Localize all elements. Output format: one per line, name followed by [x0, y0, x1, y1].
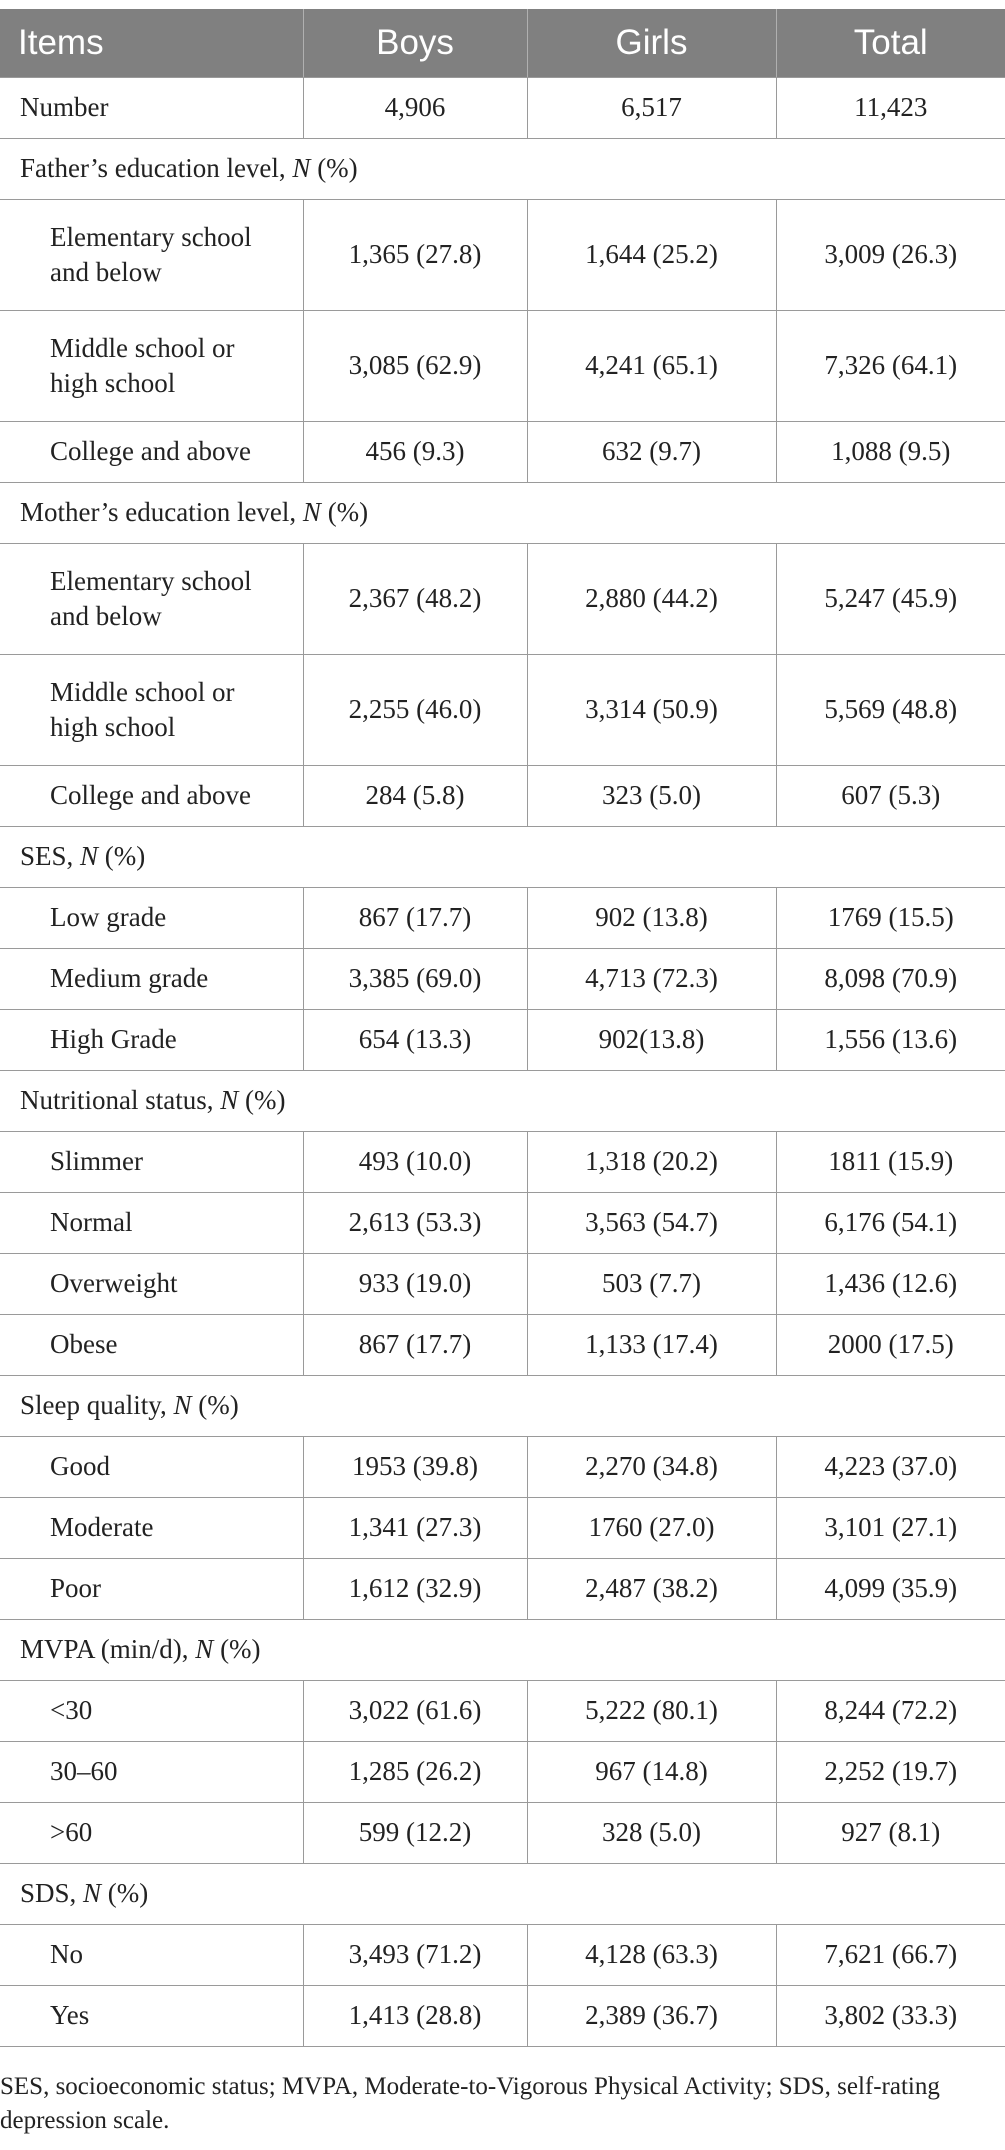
row-label-line1: <30 — [50, 1695, 93, 1726]
section-header-row — [0, 1376, 1005, 1437]
cell-total: 7,621 (66.7) — [776, 1925, 1005, 1986]
table-body — [0, 78, 1005, 2047]
table-row — [0, 1132, 1005, 1193]
table-row — [0, 1498, 1005, 1559]
table-row — [0, 888, 1005, 949]
number-row — [0, 78, 1005, 139]
cell-total: 4,099 (35.9) — [776, 1559, 1005, 1620]
cell-girls: 1,318 (20.2) — [527, 1132, 776, 1193]
cell-boys: 1,413 (28.8) — [303, 1986, 527, 2047]
cell-total: 8,244 (72.2) — [776, 1681, 1005, 1742]
row-label — [0, 766, 303, 827]
cell-girls: 1,133 (17.4) — [527, 1315, 776, 1376]
table-footnote: SES, socioeconomic status; MVPA, Moderate-to-Vigorous Physical Activity; SDS, self-rating depression scale. — [0, 2073, 940, 2134]
cell-boys: 599 (12.2) — [303, 1803, 527, 1864]
cell-total: 2000 (17.5) — [776, 1315, 1005, 1376]
section-title-n: N — [302, 497, 321, 528]
cell-total: 3,101 (27.1) — [776, 1498, 1005, 1559]
section-title-pct: (%) — [238, 1085, 286, 1116]
cell-boys: 2,613 (53.3) — [303, 1193, 527, 1254]
row-label-line1: Low grade — [50, 902, 167, 933]
cell-total: 7,326 (64.1) — [776, 311, 1005, 422]
table-row — [0, 1254, 1005, 1315]
row-label — [0, 1010, 303, 1071]
row-label-line1: Middle school or — [50, 676, 235, 707]
section-title-n: N — [173, 1390, 192, 1421]
table-row — [0, 1925, 1005, 1986]
row-label — [0, 1132, 303, 1193]
table-header — [0, 9, 1005, 78]
row-label — [0, 655, 303, 766]
section-title-pct: (%) — [310, 153, 358, 184]
row-label — [0, 1559, 303, 1620]
table-row — [0, 200, 1005, 311]
section-title-n: N — [83, 1878, 102, 1909]
row-label — [0, 1437, 303, 1498]
section-title-text: SES, — [20, 841, 81, 872]
row-label — [0, 1925, 303, 1986]
header-row — [0, 9, 1005, 78]
number-girls: 6,517 — [527, 78, 776, 139]
section-header-row — [0, 1071, 1005, 1132]
cell-total: 1769 (15.5) — [776, 888, 1005, 949]
number-total: 11,423 — [776, 78, 1005, 139]
cell-total: 3,009 (26.3) — [776, 200, 1005, 311]
section-title-text: Father’s education level, — [20, 153, 293, 184]
row-label-line1: No — [50, 1939, 83, 1970]
row-label-line1: Normal — [50, 1207, 133, 1238]
header-girls: Girls — [527, 9, 776, 78]
section-title-n: N — [292, 153, 311, 184]
cell-total: 3,802 (33.3) — [776, 1986, 1005, 2047]
cell-boys: 1,285 (26.2) — [303, 1742, 527, 1803]
cell-girls: 2,487 (38.2) — [527, 1559, 776, 1620]
cell-boys: 1,341 (27.3) — [303, 1498, 527, 1559]
cell-total: 1,088 (9.5) — [776, 422, 1005, 483]
row-label-line2: high school — [50, 368, 176, 398]
cell-total: 607 (5.3) — [776, 766, 1005, 827]
cell-total: 5,247 (45.9) — [776, 544, 1005, 655]
row-label — [0, 422, 303, 483]
row-label-line1: Obese — [50, 1329, 118, 1360]
section-title-text: Sleep quality, — [20, 1390, 174, 1421]
cell-girls: 902(13.8) — [527, 1010, 776, 1071]
table-row — [0, 766, 1005, 827]
row-label-line1: High Grade — [50, 1024, 177, 1055]
cell-girls: 902 (13.8) — [527, 888, 776, 949]
row-label-line1: College and above — [50, 780, 251, 811]
row-label — [0, 1254, 303, 1315]
row-label — [0, 1498, 303, 1559]
row-label-line1: Medium grade — [50, 963, 209, 994]
table-row — [0, 544, 1005, 655]
number-boys: 4,906 — [303, 78, 527, 139]
row-label-line1: Middle school or — [50, 332, 235, 363]
row-label — [0, 1803, 303, 1864]
row-label — [0, 888, 303, 949]
section-title-text: MVPA (min/d), — [20, 1634, 196, 1665]
cell-boys: 1,612 (32.9) — [303, 1559, 527, 1620]
section-title-pct: (%) — [101, 1878, 149, 1909]
section-title-text: SDS, — [20, 1878, 84, 1909]
row-label-line1: Moderate — [50, 1512, 154, 1543]
table-row — [0, 422, 1005, 483]
row-label-line2: and below — [50, 257, 162, 287]
cell-girls: 3,563 (54.7) — [527, 1193, 776, 1254]
demographics-table — [0, 9, 1005, 2047]
cell-boys: 867 (17.7) — [303, 1315, 527, 1376]
section-header-row — [0, 827, 1005, 888]
row-label-line1: Slimmer — [50, 1146, 143, 1177]
cell-girls: 632 (9.7) — [527, 422, 776, 483]
cell-boys: 654 (13.3) — [303, 1010, 527, 1071]
row-label — [0, 311, 303, 422]
row-label — [0, 949, 303, 1010]
section-title — [0, 1071, 1005, 1132]
section-title-n: N — [195, 1634, 214, 1665]
cell-girls: 328 (5.0) — [527, 1803, 776, 1864]
cell-total: 4,223 (37.0) — [776, 1437, 1005, 1498]
cell-boys: 3,085 (62.9) — [303, 311, 527, 422]
cell-girls: 1,644 (25.2) — [527, 200, 776, 311]
cell-boys: 456 (9.3) — [303, 422, 527, 483]
section-title-pct: (%) — [320, 497, 369, 528]
row-label — [0, 1681, 303, 1742]
table-row — [0, 1986, 1005, 2047]
header-items: Items — [0, 9, 303, 78]
cell-girls: 2,389 (36.7) — [527, 1986, 776, 2047]
number-label: Number — [0, 78, 303, 139]
cell-girls: 4,713 (72.3) — [527, 949, 776, 1010]
section-header-row — [0, 139, 1005, 200]
row-label — [0, 544, 303, 655]
table-row — [0, 1193, 1005, 1254]
cell-boys: 3,493 (71.2) — [303, 1925, 527, 1986]
row-label-line1: Elementary school — [50, 221, 252, 252]
cell-girls: 2,270 (34.8) — [527, 1437, 776, 1498]
cell-total: 6,176 (54.1) — [776, 1193, 1005, 1254]
section-header-row — [0, 1620, 1005, 1681]
header-boys: Boys — [303, 9, 527, 78]
section-title — [0, 139, 1005, 200]
section-title-n: N — [220, 1085, 239, 1116]
cell-girls: 5,222 (80.1) — [527, 1681, 776, 1742]
cell-girls: 4,241 (65.1) — [527, 311, 776, 422]
cell-boys: 3,385 (69.0) — [303, 949, 527, 1010]
section-title-n: N — [80, 841, 99, 872]
row-label-line2: and below — [50, 601, 162, 631]
cell-boys: 867 (17.7) — [303, 888, 527, 949]
row-label-line1: Yes — [50, 2000, 90, 2031]
cell-total: 1811 (15.9) — [776, 1132, 1005, 1193]
cell-girls: 1760 (27.0) — [527, 1498, 776, 1559]
table-row — [0, 655, 1005, 766]
cell-girls: 2,880 (44.2) — [527, 544, 776, 655]
row-label — [0, 1315, 303, 1376]
table-row — [0, 1010, 1005, 1071]
cell-boys: 1,365 (27.8) — [303, 200, 527, 311]
section-title — [0, 1620, 1005, 1681]
cell-total: 5,569 (48.8) — [776, 655, 1005, 766]
section-title-pct: (%) — [191, 1390, 239, 1421]
cell-total: 8,098 (70.9) — [776, 949, 1005, 1010]
cell-boys: 2,367 (48.2) — [303, 544, 527, 655]
cell-total: 2,252 (19.7) — [776, 1742, 1005, 1803]
cell-total: 1,436 (12.6) — [776, 1254, 1005, 1315]
table-row — [0, 949, 1005, 1010]
cell-total: 1,556 (13.6) — [776, 1010, 1005, 1071]
section-title — [0, 1376, 1005, 1437]
cell-girls: 4,128 (63.3) — [527, 1925, 776, 1986]
section-title-pct: (%) — [213, 1634, 261, 1665]
cell-boys: 493 (10.0) — [303, 1132, 527, 1193]
section-title-text: Nutritional status, — [20, 1085, 221, 1116]
table-row — [0, 1559, 1005, 1620]
section-title — [0, 1864, 1005, 1925]
cell-boys: 2,255 (46.0) — [303, 655, 527, 766]
cell-girls: 3,314 (50.9) — [527, 655, 776, 766]
row-label-line1: Good — [50, 1451, 110, 1482]
cell-boys: 284 (5.8) — [303, 766, 527, 827]
cell-girls: 503 (7.7) — [527, 1254, 776, 1315]
section-header-row — [0, 483, 1005, 544]
cell-girls: 323 (5.0) — [527, 766, 776, 827]
row-label-line1: >60 — [50, 1817, 93, 1848]
header-total: Total — [776, 9, 1005, 78]
table-row — [0, 1803, 1005, 1864]
row-label-line1: College and above — [50, 436, 251, 467]
row-label — [0, 200, 303, 311]
table-row — [0, 1742, 1005, 1803]
cell-boys: 933 (19.0) — [303, 1254, 527, 1315]
cell-total: 927 (8.1) — [776, 1803, 1005, 1864]
section-title-text: Mother’s education level, — [20, 497, 303, 528]
row-label — [0, 1986, 303, 2047]
cell-girls: 967 (14.8) — [527, 1742, 776, 1803]
table-row — [0, 1681, 1005, 1742]
row-label-line1: Overweight — [50, 1268, 178, 1299]
section-title — [0, 483, 1005, 544]
row-label-line2: high school — [50, 712, 176, 742]
section-title-pct: (%) — [98, 841, 146, 872]
row-label-line1: Elementary school — [50, 565, 252, 596]
row-label — [0, 1193, 303, 1254]
row-label-line1: Poor — [50, 1573, 102, 1604]
cell-boys: 1953 (39.8) — [303, 1437, 527, 1498]
table-row — [0, 1315, 1005, 1376]
row-label — [0, 1742, 303, 1803]
section-header-row — [0, 1864, 1005, 1925]
table-row — [0, 311, 1005, 422]
cell-boys: 3,022 (61.6) — [303, 1681, 527, 1742]
row-label-line1: 30–60 — [50, 1756, 118, 1787]
table-row — [0, 1437, 1005, 1498]
section-title — [0, 827, 1005, 888]
